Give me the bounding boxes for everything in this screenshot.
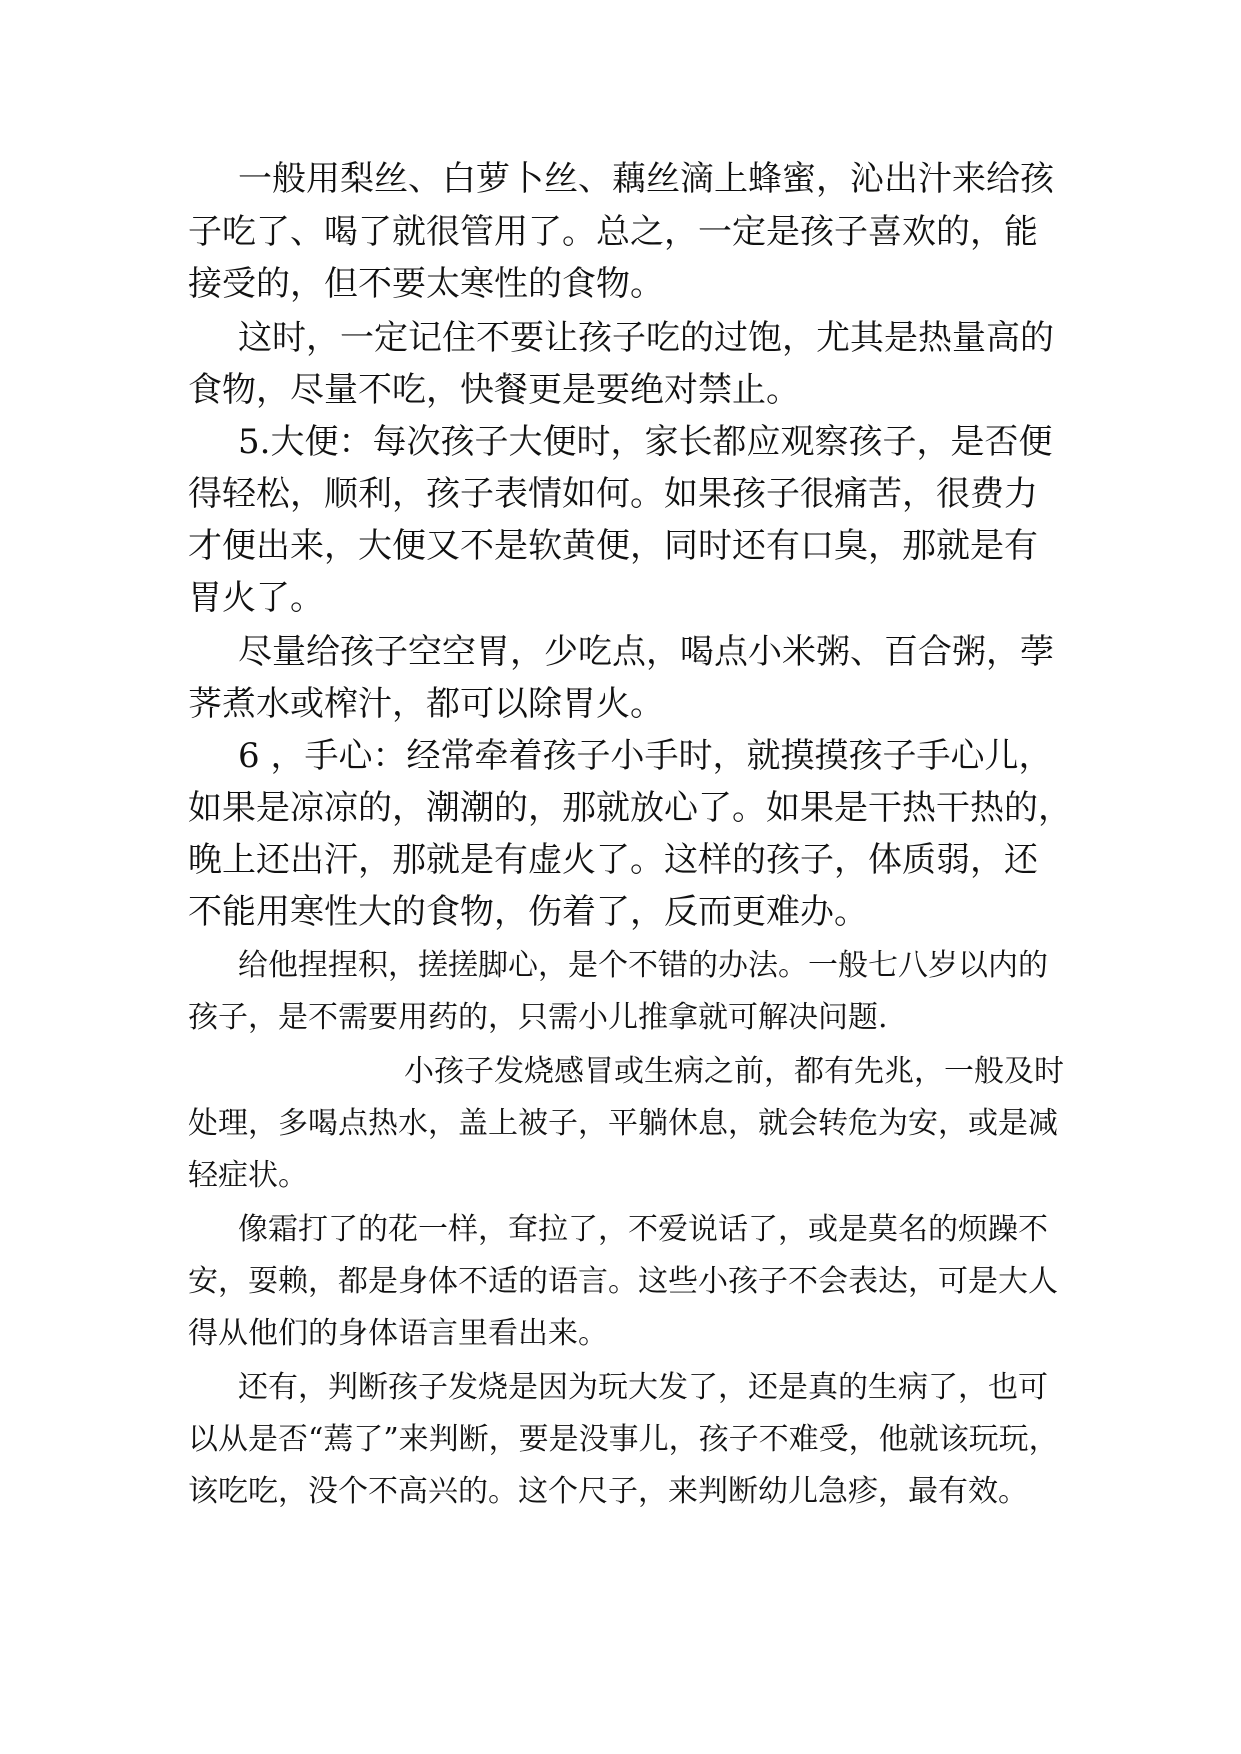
text-line: 像霜打了的花一样，耷拉了，不爱说话了，或是莫名的烦躁不 xyxy=(238,1212,1048,1247)
text-line: 该吃吃，没个不高兴的。这个尺子，来判断幼儿急疹，最有效。 xyxy=(188,1474,1028,1509)
text-line: 胃火了。 xyxy=(188,578,324,618)
text-line: 才便出来，大便又不是软黄便，同时还有口臭，那就是有 xyxy=(188,526,1038,566)
text-line: 还有，判断孩子发烧是因为玩大发了，还是真的生病了，也可 xyxy=(238,1370,1048,1405)
text-line: 处理，多喝点热水，盖上被子，平躺休息，就会转危为安，或是减 xyxy=(188,1106,1058,1141)
text-line: 荠煮水或榨汁，都可以除胃火。 xyxy=(188,684,664,724)
text-line: 子吃了、喝了就很管用了。总之，一定是孩子喜欢的，能 xyxy=(188,212,1038,252)
text-line: 轻症状。 xyxy=(188,1158,308,1193)
text-line: 小孩子发烧感冒或生病之前，都有先兆，一般及时 xyxy=(404,1054,1064,1089)
text-line: 接受的，但不要太寒性的食物。 xyxy=(188,264,664,304)
text-line: 5.大便：每次孩子大便时，家长都应观察孩子，是否便 xyxy=(238,422,1053,462)
text-line: 一般用梨丝、白萝卜丝、藕丝滴上蜂蜜，沁出汁来给孩 xyxy=(238,159,1054,199)
text-line: 得轻松，顺利，孩子表情如何。如果孩子很痛苦，很费力 xyxy=(188,474,1038,514)
text-line: 6 ，手心：经常牵着孩子小手时，就摸摸孩子手心儿， xyxy=(238,736,1053,776)
text-line: 孩子，是不需要用药的，只需小儿推拿就可解决问题. xyxy=(188,1000,888,1035)
text-line: 安，耍赖，都是身体不适的语言。这些小孩子不会表达，可是大人 xyxy=(188,1264,1058,1299)
text-line: 食物，尽量不吃，快餐更是要绝对禁止。 xyxy=(188,370,800,410)
text-line: 给他捏捏积，搓搓脚心，是个不错的办法。一般七八岁以内的 xyxy=(238,948,1048,983)
text-line: 不能用寒性大的食物，伤着了，反而更难办。 xyxy=(188,892,868,932)
text-line: 这时，一定记住不要让孩子吃的过饱，尤其是热量高的 xyxy=(238,318,1054,358)
text-line: 如果是凉凉的，潮潮的，那就放心了。如果是干热干热的， xyxy=(188,788,1072,828)
text-line: 以从是否“蔫了”来判断，要是没事儿，孩子不难受，他就该玩玩， xyxy=(188,1422,1059,1457)
text-line: 晚上还出汗，那就是有虚火了。这样的孩子，体质弱，还 xyxy=(188,840,1038,880)
text-line: 尽量给孩子空空胃，少吃点，喝点小米粥、百合粥，荸 xyxy=(238,632,1054,672)
text-line: 得从他们的身体语言里看出来。 xyxy=(188,1316,608,1351)
